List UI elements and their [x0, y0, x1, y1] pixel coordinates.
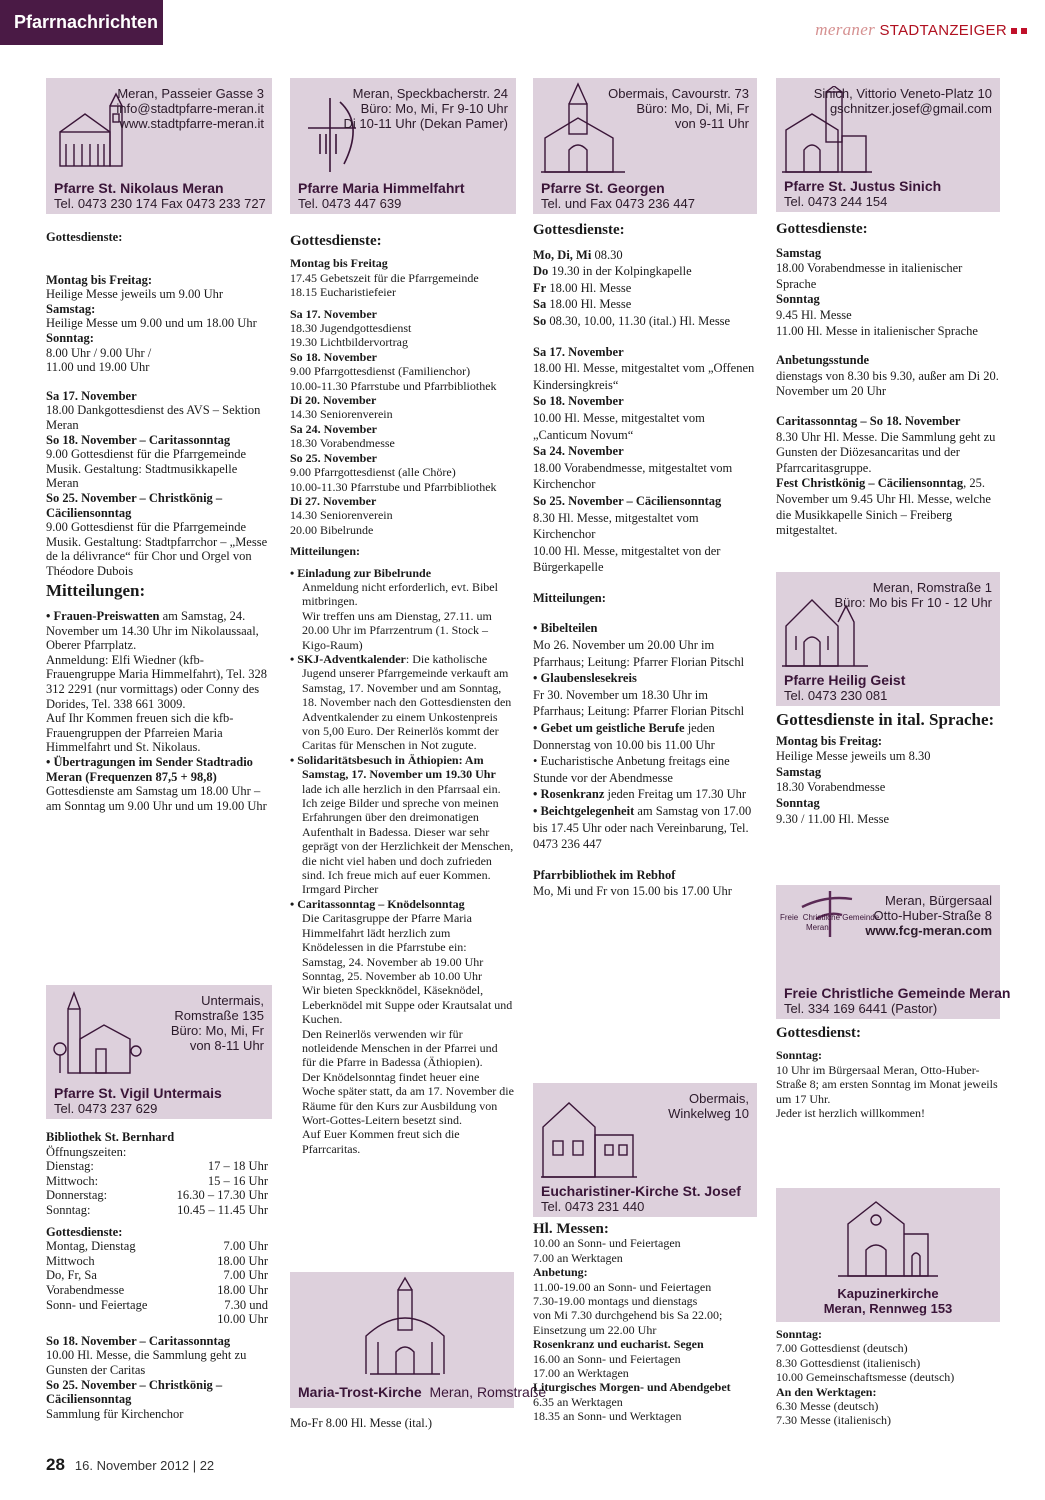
time: 08.30	[591, 247, 623, 262]
text: 18.00 Dankgottesdienst des AVS – Sektion Meran	[46, 403, 261, 432]
maria-trost-text	[290, 1416, 514, 1431]
text: Wir bieten Speckknödel, Käseknödel, Leberknödel mit Suppe oder Krautsalat und Kuchen.	[302, 983, 513, 1027]
text: 10.00 Hl. Messe, die Sammlung geht zu Gunsten der Caritas	[46, 1348, 247, 1377]
label: Sonntag:	[46, 330, 94, 345]
text: 18.00 Vorabendmesse in italienischer Sprache	[776, 261, 963, 291]
date: Sa 24. November	[533, 444, 624, 459]
brand-square-icon	[1021, 28, 1027, 34]
text: 17.45 Gebetszeit für die Pfarrgemeinde	[290, 270, 479, 285]
parish-phone: Tel. 0473 230 081	[784, 688, 888, 703]
address-line: Obermais,	[689, 1091, 749, 1106]
day: Sa	[533, 297, 547, 312]
date: Di 27. November	[290, 493, 377, 508]
label: Rosenkranz und eucharist. Segen	[533, 1337, 704, 1352]
text: Samstag, 24. November ab 19.00 Uhr	[302, 954, 484, 969]
text: 18.30 Vorabendmesse	[290, 436, 395, 451]
church-name: Kapuzinerkirche	[837, 1286, 939, 1301]
text: 9.45 Hl. Messe	[776, 307, 852, 322]
office-hours: Büro: Mo, Mi, Fr	[170, 1023, 264, 1038]
parish-name: Pfarre Heilig Geist	[784, 672, 906, 688]
text: 18.00 Vorabendmesse, mitgestaltet vom Kirchenchor	[533, 460, 733, 492]
time: 08.30, 10.00, 11.30 (ital.) Hl. Messe	[546, 313, 731, 328]
heading: Gottesdienste:	[46, 230, 123, 244]
text: 7.30 Messe (italienisch)	[776, 1413, 891, 1428]
brand-logo	[815, 20, 1027, 40]
time: 17 – 18 Uhr	[207, 1159, 268, 1174]
item-title: Caritassonntag – Knödelsonntag	[297, 896, 465, 911]
text: 10.00 an Sonn- und Feiertagen	[533, 1236, 681, 1251]
text: 10.00 Hl. Messe, mitgestaltet von der Bürgerkapelle	[533, 543, 721, 575]
item-title: • Bibelteilen	[533, 621, 598, 636]
day: Vorabendmesse	[46, 1282, 125, 1297]
text: 20.00 Bibelrunde	[290, 522, 374, 537]
address-line: Meran, Bürgersaal	[885, 893, 992, 908]
text: Sammlung für Kirchenchor	[46, 1406, 184, 1421]
text: Mo 26. November um 20.00 Uhr im Pfarrhaus; Leitung: Pfarrer Florian Pitschl	[533, 638, 745, 669]
website-link[interactable]: www.stadtpfarre-meran.it	[119, 116, 264, 131]
address-line: Obermais, Cavourstr. 73	[608, 86, 749, 101]
text: 8.30 Gottesdienst (italienisch)	[776, 1355, 921, 1370]
label: Montag bis Freitag:	[776, 733, 883, 748]
heading: Pfarrbibliothek im Rebhof	[533, 867, 676, 882]
parish-box-nikolaus	[46, 78, 272, 214]
josef-text	[533, 1222, 757, 1424]
date: Sa 24. November	[290, 421, 377, 436]
day: Sonn- und Feiertage	[46, 1297, 148, 1312]
church-box-josef	[533, 1083, 757, 1217]
parish-box-georgen	[533, 78, 757, 214]
day: Fr	[533, 280, 547, 295]
label: Anbetungsstunde	[776, 353, 870, 368]
date: So 18. November – Caritassonntag	[46, 432, 231, 447]
page-footer	[46, 1455, 214, 1475]
item-title: • Glaubenslesekreis	[533, 671, 637, 686]
kapuziner-text	[776, 1327, 1000, 1428]
office-hours: Di 10-11 Uhr (Dekan Pamer)	[343, 116, 508, 131]
time: 18.00 Hl. Messe	[546, 280, 632, 295]
text: Gottesdienste am Samstag um 18.00 Uhr – am Sonntag um 9.00 Uhr und um 19.00 Uhr	[46, 784, 267, 813]
text: 6.30 Messe (deutsch)	[776, 1399, 879, 1414]
address-line: Otto-Huber-Straße 8	[873, 908, 992, 923]
date: Sa 17. November	[46, 388, 137, 403]
website-link[interactable]: www.fcg-meran.com	[865, 923, 992, 938]
address-line: Sinich, Vittorio Veneto-Platz 10	[813, 86, 992, 101]
time: 10.45 – 11.45 Uhr	[177, 1202, 268, 1217]
heading: Gottesdienste:	[290, 233, 382, 249]
label: Samstag:	[46, 301, 96, 316]
text: Heilige Messe um 9.00 und um 18.00 Uhr	[46, 316, 257, 331]
time: 15 – 16 Uhr	[207, 1173, 268, 1188]
vigil-text	[46, 1130, 268, 1421]
time: 19.30 in der Kolpingkapelle	[548, 264, 692, 279]
text: 7.30-19.00 montags und dienstags	[533, 1294, 698, 1309]
text: 7.00 an Werktagen	[533, 1250, 623, 1265]
text: 18.30 Jugendgottesdienst	[290, 321, 412, 336]
label: Montag bis Freitag:	[46, 272, 153, 287]
office-hours: Büro: Mo, Di, Mi, Fr	[636, 101, 749, 116]
parish-box-justus	[776, 78, 1000, 212]
text: Sonntag, 25. November ab 10.00 Uhr	[302, 968, 482, 983]
text: Wir treffen uns am Dienstag, 27.11. um 20.00 Uhr im Pfarrzentrum (1. Stock – Kigo-Raum)	[302, 608, 492, 652]
item-title: SKJ-Adventkalender	[297, 651, 406, 666]
text: 18.15 Eucharistiefeier	[290, 285, 396, 300]
text: 11.00 und 19.00 Uhr	[46, 360, 150, 375]
text: lade ich alle herzlich in den Pfarrsaal ein. Ich zeige Bilder und spreche von meinen Erfahrungen über den dreimonatigen Aufenthalt in Badessa. Dieser war sehr geprägt von der Herzlichkeit der Menschen, die nicht viel haben und doch zufrieden sind. Ich freue mich auf euer Kommen. Irmgard Pircher	[302, 781, 514, 897]
address-line: Winkelweg 10	[668, 1106, 749, 1121]
parish-phone: Tel. 334 169 6441 (Pastor)	[784, 1001, 938, 1016]
text: 9.00 Pfarrgottesdienst (alle Chöre)	[290, 465, 456, 480]
church-name: Eucharistiner-Kirche St. Josef	[541, 1183, 741, 1199]
text: 6.35 an Werktagen	[533, 1394, 623, 1409]
text: Die Caritasgruppe der Pfarre Maria Himmelfahrt lädt herzlich zum Knödelessen in die Pfarrstube ein:	[302, 911, 472, 955]
fcg-text	[776, 1022, 1000, 1120]
office-hours: Büro: Mo, Mi, Fr 9-10 Uhr	[360, 101, 508, 116]
parish-phone: Tel. 0473 447 639	[298, 196, 402, 211]
time: 10.00 Uhr	[217, 1312, 268, 1327]
text: jeden Donnerstag von 10.00 bis 11.00 Uhr	[533, 721, 715, 752]
text: jeden Freitag um 17.30 Uhr	[604, 787, 747, 802]
heading: Gottesdienste:	[776, 221, 868, 237]
text: 9.00 Gottesdienst für die Pfarrgemeinde Musik. Gestaltung: Stadtpfarrchor – „Messe de la délivrance“ für Chor und Orgel von Théodore Dubois	[46, 520, 268, 578]
address-line: Meran, Passeier Gasse 3	[117, 86, 264, 101]
text: 8.00 Uhr / 9.00 Uhr /	[46, 345, 152, 360]
text: Auf Ihr Kommen freuen sich die kfb-Frauengruppen der Pfarreien Maria Himmelfahrt und St. Nikolaus.	[46, 711, 234, 755]
date: So 25. November	[290, 450, 377, 465]
heading: Mitteilungen:	[290, 544, 360, 559]
date: So 25. November – Christkönig – Cäciliensonntag	[46, 1377, 223, 1407]
date: So 18. November	[533, 394, 624, 409]
text: Einsetzung um 22.00 Uhr	[533, 1322, 657, 1337]
brand-square-icon	[1011, 28, 1017, 34]
label: Montag bis Freitag	[290, 256, 388, 271]
text: 8.30 Hl. Messe, mitgestaltet vom Kirchenchor	[533, 510, 699, 542]
label: Fest Christkönig – Cäciliensonntag	[776, 476, 964, 491]
justus-text	[776, 218, 1000, 539]
text: 17.00 an Werktagen	[533, 1366, 629, 1381]
heading: Mitteilungen:	[46, 581, 146, 601]
text: 18.00 Hl. Messe, mitgestaltet vom „Offenen Kindersingkreis“	[533, 361, 755, 392]
day: Mittwoch:	[46, 1173, 99, 1188]
date: Sa 17. November	[290, 306, 377, 321]
text: Den Reinerlös verwenden wir für notleidende Menschen in der Pfarrei und für die Pfarre in Badessa (Äthiopien).	[302, 1026, 498, 1070]
day: Mo, Di, Mi	[533, 247, 592, 262]
church-phone: Tel. 0473 231 440	[541, 1199, 645, 1214]
text: am Samstag, 24. November um 14.30 Uhr im Nikolaussaal, Oberer Pfarrplatz.	[46, 609, 259, 653]
address-line: Meran, Romstraße 1	[872, 580, 992, 595]
heading: Gottesdienste in ital. Sprache:	[776, 710, 995, 729]
label: Sonntag:	[776, 1048, 823, 1063]
parish-name: Pfarre Maria Himmelfahrt	[298, 180, 465, 196]
date: So 18. November – Caritassonntag	[46, 1333, 231, 1348]
text: 10.00 Gemeinschaftsmesse (deutsch)	[776, 1370, 955, 1385]
time: 7.00 Uhr	[223, 1268, 268, 1283]
day: Mittwoch	[46, 1253, 95, 1268]
heading: Gottesdienste:	[46, 1224, 123, 1239]
church-title	[298, 1384, 546, 1400]
nikolaus-text	[46, 230, 272, 813]
parish-name: Pfarre St. Justus Sinich	[784, 178, 942, 194]
day: Donnerstag:	[46, 1188, 108, 1203]
text: Mo, Mi und Fr von 15.00 bis 17.00 Uhr	[533, 884, 732, 899]
text: 18.30 Vorabendmesse	[776, 780, 886, 795]
parish-phone: Tel. 0473 237 629	[54, 1101, 158, 1116]
text: 19.30 Lichtbildervortrag	[290, 335, 408, 350]
office-hours: von 9-11 Uhr	[674, 116, 749, 131]
day: Do, Fr, Sa	[46, 1268, 97, 1283]
text: am Samstag von 17.00 bis 17.45 Uhr oder nach Vereinbarung, Tel. 0473 236 447	[533, 804, 752, 852]
day: So	[533, 313, 547, 328]
date: So 25. November – Christkönig – Cäciliensonntag	[46, 490, 223, 520]
parish-name: Pfarre St. Vigil Untermais	[54, 1085, 222, 1101]
address-line: Romstraße 135	[174, 1008, 264, 1023]
day: Sonntag:	[46, 1202, 91, 1217]
label: An den Werktagen:	[776, 1384, 877, 1399]
text: Heilige Messe jeweils um 8.30	[776, 749, 931, 764]
heading: Mitteilungen:	[533, 590, 606, 605]
item-title: • Rosenkranz	[533, 787, 605, 802]
label: Sonntag	[776, 795, 820, 810]
date: Sa 17. November	[533, 344, 624, 359]
item-title: • Übertragungen im Sender Stadtradio Meran (Frequenzen 87,5 + 98,8)	[46, 755, 253, 784]
day: Montag, Dienstag	[46, 1239, 136, 1254]
issue-date: 16. November 2012 | 22	[74, 1458, 215, 1473]
office-hours: Büro: Mo bis Fr 10 - 12 Uhr	[834, 595, 992, 610]
heading: Hl. Messen:	[533, 1221, 609, 1237]
brand-italic: meraner	[815, 20, 875, 39]
parish-name: Pfarre St. Georgen	[541, 180, 665, 196]
church-name: Maria-Trost-Kirche	[298, 1384, 422, 1400]
logo-text: Freie	[780, 913, 799, 922]
text: Fr 30. November um 18.30 Uhr im Pfarrhaus; Leitung: Pfarrer Florian Pitschl	[533, 687, 745, 719]
text: 10.00 Hl. Messe, mitgestaltet vom „Canticum Novum“	[533, 410, 705, 442]
church-illustration-icon	[838, 1194, 938, 1280]
text: 7.00 Gottesdienst (deutsch)	[776, 1341, 908, 1356]
text: 11.00-19.00 an Sonn- und Feiertagen	[533, 1279, 712, 1294]
text: 10.00-11.30 Pfarrstube und Pfarrbibliothek	[290, 479, 497, 494]
text: 14.30 Seniorenverein	[290, 508, 393, 523]
logo-text: Christliche Gemeinde	[802, 913, 880, 922]
text: 18.35 an Sonn- und Werktagen	[533, 1409, 682, 1424]
heading: Gottesdienste:	[533, 222, 625, 238]
text: : Die katholische Jugend unserer Pfarrgemeinde verkauft am Samstag, 17. November und am Sonntag, 18. November nach den Gottesdiensten den Adventkalender zu einem Unkostenpreis von 5,00 Euro. Der Reinerlös kommt der Caritas für Menschen in Not zugute.	[302, 651, 512, 753]
text: Anmeldung nicht erforderlich, evt. Bibel mitbringen.	[302, 579, 498, 609]
text: 9.00 Pfarrgottesdienst (Familienchor)	[290, 364, 471, 379]
text: 10 Uhr im Bürgersaal Meran, Otto-Huber-Straße 8; am ersten Sonntag im Monat jeweils um 17 Uhr.	[776, 1062, 998, 1106]
parish-box-heilig-geist	[776, 572, 1000, 706]
heilig-geist-text	[776, 712, 1000, 827]
item-title: Solidaritätsbesuch in Äthiopien: Am Samstag, 17. November um 19.30 Uhr	[297, 752, 496, 782]
text: Mo-Fr 8.00 Hl. Messe (ital.)	[290, 1416, 432, 1430]
address-line: Untermais,	[201, 993, 264, 1008]
text: Öffnungszeiten:	[46, 1144, 127, 1159]
parish-name: Pfarre St. Nikolaus Meran	[54, 180, 224, 196]
text: 9.30 / 11.00 Hl. Messe	[776, 811, 890, 826]
georgen-text	[533, 218, 757, 900]
brand-name: STADTANZEIGER	[879, 22, 1007, 39]
email-link[interactable]: gschnitzer.josef@gmail.com	[829, 101, 992, 116]
item-title: • Frauen-Preiswatten	[46, 609, 160, 624]
text: von Mi 7.30 durchgehend bis Sa 22.00;	[533, 1308, 723, 1323]
church-box-kapuziner	[776, 1188, 1000, 1322]
text: 10.00-11.30 Pfarrstube und Pfarrbibliothek	[290, 378, 497, 393]
text: Der Knödelsonntag findet heuer eine Woche später statt, da am 17. November die Räume für den Kurs zur Ausbildung von Wort-Gottes-Leitern besetzt sind.	[302, 1069, 514, 1127]
text: 8.30 Uhr Hl. Messe. Die Sammlung geht zu Gunsten der Diözesancaritas und der Pfarrcaritasgruppe.	[776, 429, 996, 475]
time: 16.30 – 17.30 Uhr	[176, 1188, 268, 1203]
label: Sonntag	[776, 292, 820, 307]
address-line: Meran, Speckbacherstr. 24	[352, 86, 508, 101]
label: Samstag	[776, 245, 822, 260]
church-box-maria-trost	[290, 1272, 547, 1408]
text: Jeder ist herzlich willkommen!	[776, 1106, 925, 1121]
label: Samstag	[776, 764, 822, 779]
office-hours: von 8-11 Uhr	[189, 1038, 264, 1053]
label: Sonntag:	[776, 1327, 823, 1341]
page-number: 28	[46, 1455, 65, 1474]
time: 7.00 Uhr	[223, 1239, 268, 1254]
parish-phone: Tel. und Fax 0473 236 447	[541, 196, 695, 211]
time: 18.00 Uhr	[217, 1253, 268, 1268]
time: 18.00 Hl. Messe	[546, 297, 632, 312]
text: 9.00 Gottesdienst für die Pfarrgemeinde Musik. Gestaltung: Stadtmusikkapelle Meran	[46, 447, 247, 491]
text: Anmeldung: Elfi Wiedner (kfb-Frauengruppe Maria Himmelfahrt), Tel. 328 312 2291 (nur vormittags) oder Conny des Dorides, Tel. 338 661 3009.	[46, 652, 268, 711]
parish-phone: Tel. 0473 230 174 Fax 0473 233 727	[54, 196, 266, 211]
himmelfahrt-text: Gottesdienste: Montag bis Freitag 17.45 Gebetszeit für die Pfarrgemeinde 18.15 Eucharistiefeier Sa 17. November 18.30 Jugendgottesdienst 19.30 Lichtbildervortrag So 18. November 9.00 Pfarrgottesdienst (Familienchor) 10.00-11.30 Pfarrstube und Pfarrbibliothek Di 20. November 14.30 Seniorenverein Sa 24. November 18.30 Vorabendmesse So 25. November 9.00 Pfarrgottesdienst (alle Chöre) 10.00-11.30 Pfarrstube und Pfarrbibliothek Di 27. November 14.30 Seniorenverein 20.00 Bibelrunde Mitteilungen: • Einladung zur Bibelrunde Anmeldung nicht erforderlich, evt. Bibel mitbringen. Wir treffen uns am Dienstag, 27.11. um 20.00 Uhr im Pfarrzentrum (1. Stock – Kigo-Raum) • SKJ-Adventkalender: Die katholische Jugend unserer Pfarrgemeinde verkauft am Samstag, 17. November und am Sonntag, 18. November nach den Gottesdiensten den Adventkalender zu einem Unkostenpreis von 5,00 Euro. Der Reinerlös kommt der Caritas für Menschen in Not zugute. • Solidaritätsbesuch in Äthiopien: Am Samstag, 17. November um 19.30 Uhr lade ich alle herzlich in den Pfarrsaal ein. Ich zeige Bilder und spreche von meinen Erfahrungen über den dreimonatigen Aufenthalt in Badessa. Dieser war sehr geprägt von der Herzlichkeit der Menschen, die nicht viel haben und doch zufrieden sind. Ich freue mich auf euer Kommen. Irmgard Pircher • Caritassonntag – Knödelsonntag Die Caritasgruppe der Pfarre Maria Himmelfahrt lädt herzlich zum Knödelessen in die Pfarrstube ein: Samstag, 24. November ab 19.00 Uhr Sonntag, 25. November ab 10.00 Uhr Wir bieten Speckknödel, Käseknödel, Leberknödel mit Suppe oder Krautsalat und Kuchen. Den Reinerlös verwenden wir für notleidende Menschen in der Pfarrei und für die Pfarre in Badessa (Äthiopien). Der Knödelsonntag findet heuer eine Woche später statt, da am 17. November die Räume für den Kurs zur Ausbildung von Wort-Gottes-Leitern besetzt sind. Auf Euer Kommen freut sich die Pfarrcaritas.	[290, 233, 514, 1156]
address-line: Meran, Romstraße	[429, 1384, 547, 1400]
label: Liturgisches Morgen- und Abendgebet	[533, 1380, 731, 1395]
text: 16.00 an Sonn- und Feiertagen	[533, 1351, 681, 1366]
item-title: • Gebet um geistliche Berufe	[533, 721, 685, 736]
text: , 25. November um 9.45 Uhr Hl. Messe, welche die Musikkapelle Sinich – Freiberg mitgestaltet.	[776, 476, 991, 538]
text: Auf Euer Kommen freut sich die Pfarrcaritas.	[302, 1127, 460, 1156]
parish-box-vigil	[46, 985, 272, 1119]
text: dienstags von 8.30 bis 9.30, außer am Di 20. November um 20 Uhr	[776, 368, 999, 399]
time: 7.30 und	[224, 1297, 268, 1312]
heading: Gottesdienst:	[776, 1025, 861, 1041]
logo-text: Meran	[806, 923, 829, 932]
section-tab: Pfarrnachrichten	[0, 0, 163, 45]
parish-box-fcg	[776, 885, 1011, 1019]
item-title: Einladung zur Bibelrunde	[297, 565, 432, 580]
label: Caritassonntag – So 18. November	[776, 413, 961, 428]
heading: Bibliothek St. Bernhard	[46, 1130, 175, 1144]
church-title	[776, 1286, 1000, 1316]
email-link[interactable]: info@stadtpfarre-meran.it	[116, 101, 264, 116]
time: 18.00 Uhr	[217, 1282, 268, 1297]
text: 11.00 Hl. Messe in italienischer Sprache	[776, 323, 978, 338]
parish-name: Freie Christliche Gemeinde Meran	[784, 985, 1011, 1001]
date: So 25. November – Cäciliensonntag	[533, 493, 722, 508]
address-line: Meran, Rennweg 153	[823, 1301, 953, 1316]
text: • Eucharistische Anbetung freitags eine Stunde vor der Abendmesse	[533, 754, 730, 785]
day: Dienstag:	[46, 1159, 94, 1174]
text: Heilige Messe jeweils um 9.00 Uhr	[46, 287, 224, 302]
item-title: • Beichtgelegenheit	[533, 804, 635, 818]
parish-box-himmelfahrt	[290, 78, 516, 214]
church-illustration-icon	[52, 989, 142, 1079]
parish-phone: Tel. 0473 244 154	[784, 194, 888, 209]
date: So 18. November	[290, 349, 377, 364]
text: 14.30 Seniorenverein	[290, 407, 393, 422]
church-illustration-icon	[360, 1276, 450, 1376]
day: Do	[533, 264, 549, 279]
church-illustration-icon	[539, 1091, 639, 1183]
label: Anbetung:	[533, 1265, 588, 1280]
date: Di 20. November	[290, 393, 377, 408]
